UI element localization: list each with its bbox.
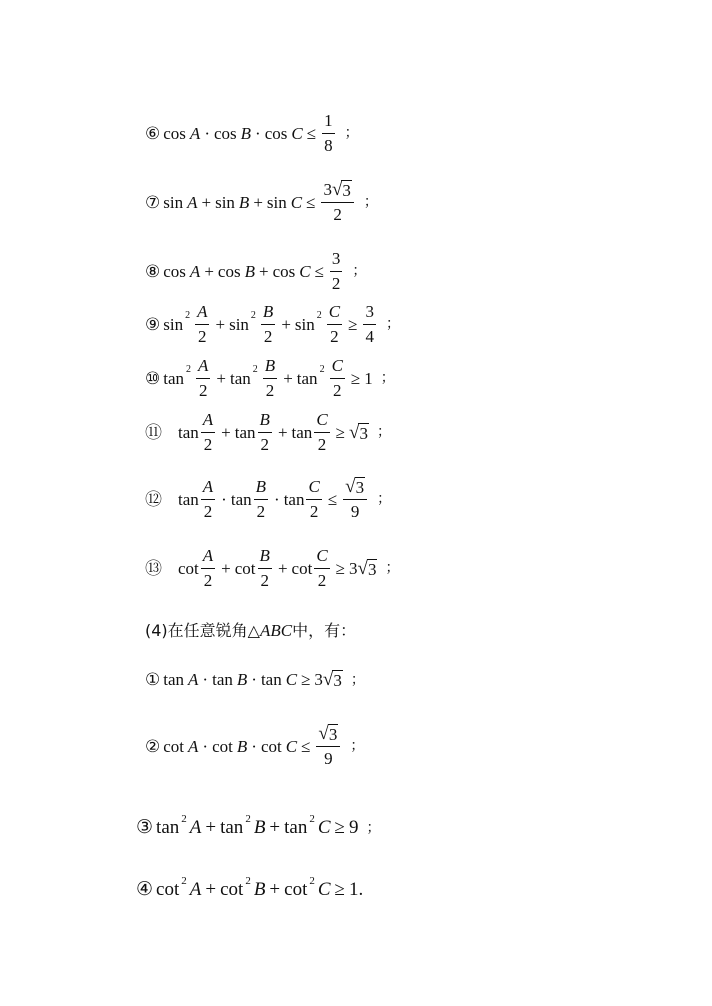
dot-operator: · <box>274 489 280 509</box>
func-sin: sin <box>163 192 184 212</box>
func-cos: cos <box>163 261 186 281</box>
fraction: $\frac{B}{2}$ <box>259 546 270 590</box>
numerator: 1 <box>324 111 333 130</box>
dot-operator: · <box>221 489 227 509</box>
item-number: ② <box>145 736 161 756</box>
fraction: $\frac{C}{2}$ <box>316 410 328 454</box>
var-a: A <box>187 192 198 212</box>
fraction: $\frac{A}{2}$ <box>202 410 214 454</box>
fraction: $\frac{C}{2}$ <box>316 546 328 590</box>
coefficient: 3 <box>323 180 332 199</box>
func-cot: cot <box>156 879 180 900</box>
fraction: $\frac{A}{2}$ <box>197 302 208 346</box>
exponent: 2 <box>309 875 315 887</box>
func-cot: cot <box>284 879 308 900</box>
var-c: C <box>285 736 298 756</box>
formula-12 <box>145 477 391 521</box>
item-number: ④ <box>136 879 154 900</box>
ge-operator: ≥ <box>335 422 345 442</box>
func-tan: tan <box>296 368 318 388</box>
item-number: ⑨ <box>145 314 161 334</box>
exponent: 2 <box>186 364 192 376</box>
plus-operator: + <box>215 314 226 334</box>
semicolon: ； <box>385 316 400 333</box>
var-c: C <box>285 670 298 689</box>
semicolon: ； <box>350 738 365 755</box>
dot-operator: · <box>255 123 261 143</box>
func-cot: cot <box>163 736 185 756</box>
func-tan: tan <box>260 670 282 689</box>
func-tan: tan <box>220 817 244 838</box>
fraction: $\frac{A}{2}$ <box>198 356 209 400</box>
plus-operator: + <box>277 422 288 442</box>
func-cot: cot <box>234 558 256 578</box>
formula-acute-3 <box>136 813 381 838</box>
formula-6 <box>145 111 359 155</box>
func-tan: tan <box>178 422 199 442</box>
formula-11 <box>145 410 391 454</box>
le-operator: ≤ <box>306 192 316 212</box>
func-tan: tan <box>283 489 305 509</box>
dot-operator: · <box>251 736 257 756</box>
func-cos: cos <box>163 123 186 143</box>
ge-operator: ≥ <box>301 670 311 689</box>
le-operator: ≤ <box>314 261 324 281</box>
le-operator: ≤ <box>306 123 317 143</box>
item-number: ⑥ <box>145 123 161 143</box>
plus-operator: + <box>258 261 269 281</box>
numerator <box>343 477 367 497</box>
ge-operator: ≥ <box>335 558 345 578</box>
func-tan: tan <box>230 489 252 509</box>
square-root: √ 3 <box>322 669 342 690</box>
triangle-name: ABC <box>259 621 293 640</box>
square-root: √ 3 <box>357 557 377 579</box>
dot-operator: · <box>202 670 209 689</box>
exponent: 2 <box>245 813 251 825</box>
exponent: 2 <box>319 364 325 376</box>
var-c: C <box>299 261 311 281</box>
rhs-value: 9 <box>348 817 359 838</box>
semicolon: ； <box>377 491 392 508</box>
ge-operator: ≥ <box>348 314 358 334</box>
semicolon: ； <box>366 819 381 836</box>
heading-suffix: 中，有： <box>292 620 357 640</box>
func-sin: sin <box>294 314 315 334</box>
plus-operator: + <box>269 817 281 838</box>
formula-10 <box>145 356 395 400</box>
square-root: √ 3 <box>318 723 338 744</box>
formula-acute-2 <box>145 724 364 768</box>
semicolon: ； <box>363 194 378 211</box>
func-cot: cot <box>178 558 199 578</box>
var-a: A <box>189 817 202 838</box>
semicolon: ； <box>344 125 359 142</box>
fraction: $\frac{C}{2}$ <box>328 302 341 346</box>
item-number: ⑦ <box>145 192 161 212</box>
plus-operator: + <box>216 368 227 388</box>
var-b: B <box>253 879 266 900</box>
item-number: ⑫ <box>145 489 162 509</box>
semicolon: ； <box>376 424 391 441</box>
plus-operator: + <box>205 817 217 838</box>
denominator: 8 <box>324 135 333 155</box>
formula-7 <box>145 180 378 224</box>
exponent: 2 <box>181 875 187 887</box>
var-a: A <box>188 736 199 756</box>
fraction: $\frac{C}{2}$ <box>331 356 343 400</box>
item-number: ⑬ <box>145 558 162 578</box>
var-c: C <box>291 123 303 143</box>
denominator: 4 <box>365 326 374 346</box>
rhs-value: 1 <box>364 368 373 388</box>
func-tan: tan <box>230 368 251 388</box>
item-number: ① <box>145 670 161 689</box>
func-sin: sin <box>266 192 287 212</box>
dot-operator: · <box>204 123 210 143</box>
func-tan: tan <box>284 817 308 838</box>
func-sin: sin <box>229 314 249 334</box>
plus-operator: + <box>204 261 214 281</box>
semicolon: ； <box>352 263 367 280</box>
formula-acute-1 <box>145 670 365 689</box>
numerator: 3 <box>331 249 341 268</box>
var-c: C <box>317 817 331 838</box>
plus-operator: + <box>281 314 291 334</box>
var-a: A <box>189 261 201 281</box>
plus-operator: + <box>205 879 217 900</box>
semicolon: ； <box>380 370 395 387</box>
fraction: $\frac{C}{2}$ <box>308 477 320 521</box>
dot-operator: · <box>202 736 209 756</box>
func-tan: tan <box>212 670 233 689</box>
square-root: √ 3 <box>349 421 368 443</box>
item-number: ⑩ <box>145 368 161 388</box>
var-b: B <box>238 192 250 212</box>
func-tan: tan <box>163 368 185 388</box>
func-cos: cos <box>272 261 296 281</box>
plus-operator: + <box>221 422 231 442</box>
formula-acute-4 <box>136 875 364 900</box>
coefficient: 3 <box>314 670 323 689</box>
func-cot: cot <box>291 558 313 578</box>
semicolon: ； <box>385 560 400 577</box>
exponent: 2 <box>245 875 251 887</box>
func-sin: sin <box>215 192 235 212</box>
func-tan: tan <box>156 817 180 838</box>
fraction: $\frac{B}{2}$ <box>264 356 276 400</box>
exponent: 2 <box>252 364 258 376</box>
func-tan: tan <box>178 489 199 509</box>
func-tan: tan <box>291 422 313 442</box>
fraction <box>330 249 343 293</box>
fraction <box>363 302 376 346</box>
item-number: ③ <box>136 817 154 838</box>
exponent: 2 <box>309 813 315 825</box>
var-c: C <box>317 879 331 900</box>
var-b: B <box>240 123 252 143</box>
var-b: B <box>236 670 248 689</box>
var-b: B <box>236 736 248 756</box>
var-a: A <box>189 879 202 900</box>
fraction: $\frac{A}{2}$ <box>202 546 214 590</box>
formula-9 <box>145 302 400 346</box>
var-a: A <box>188 670 199 689</box>
item-number: ⑪ <box>145 422 162 442</box>
plus-operator: + <box>283 368 293 388</box>
formula-8 <box>145 249 366 293</box>
var-b: B <box>244 261 255 281</box>
func-cos: cos <box>264 123 288 143</box>
func-sin: sin <box>163 314 184 334</box>
item-number: ⑧ <box>145 261 161 281</box>
le-operator: ≤ <box>301 736 311 756</box>
ge-operator: ≥ <box>334 817 345 838</box>
fraction: $\frac{B}{2}$ <box>255 477 267 521</box>
fraction: $\frac{A}{2}$ <box>202 477 214 521</box>
square-root: √ 3 <box>345 476 365 497</box>
exponent: 2 <box>316 310 322 322</box>
func-cot: cot <box>220 879 244 900</box>
var-b: B <box>253 817 266 838</box>
fraction <box>316 724 340 768</box>
var-c: C <box>290 192 303 212</box>
fraction <box>343 477 367 521</box>
numerator: 3 <box>365 302 374 321</box>
fraction: $\frac{B}{2}$ <box>262 302 274 346</box>
denominator: 9 <box>324 748 333 768</box>
func-cos: cos <box>217 261 241 281</box>
plus-operator: + <box>277 558 288 578</box>
le-operator: ≤ <box>327 489 338 509</box>
exponent: 2 <box>250 310 256 322</box>
plus-operator: + <box>201 192 212 212</box>
semicolon: ； <box>350 671 365 688</box>
func-tan: tan <box>163 670 185 689</box>
section-4-heading <box>145 622 356 639</box>
denominator: 9 <box>350 501 360 521</box>
dot-operator: · <box>251 670 257 689</box>
square-root: √ 3 <box>331 179 351 200</box>
func-cos: cos <box>213 123 237 143</box>
exponent: 2 <box>185 310 191 322</box>
fraction <box>321 180 353 224</box>
var-a: A <box>189 123 201 143</box>
func-tan: tan <box>234 422 256 442</box>
func-cot: cot <box>212 736 233 756</box>
denominator: 2 <box>331 273 341 293</box>
fraction <box>322 111 335 155</box>
fraction: $\frac{B}{2}$ <box>259 410 270 454</box>
exponent: 2 <box>181 813 187 825</box>
coefficient: 3 <box>349 558 358 578</box>
ge-operator: ≥ <box>334 879 345 900</box>
func-cot: cot <box>260 736 282 756</box>
plus-operator: + <box>221 558 231 578</box>
heading-prefix: (4)在任意锐角△ <box>145 620 260 640</box>
plus-operator: + <box>253 192 263 212</box>
numerator <box>321 180 353 200</box>
plus-operator: + <box>269 879 281 900</box>
ge-operator: ≥ <box>350 368 361 388</box>
period: . <box>358 879 364 900</box>
numerator <box>316 724 340 744</box>
formula-13 <box>145 546 399 590</box>
rhs-value: 1 <box>348 879 359 900</box>
denominator: 2 <box>333 204 342 224</box>
